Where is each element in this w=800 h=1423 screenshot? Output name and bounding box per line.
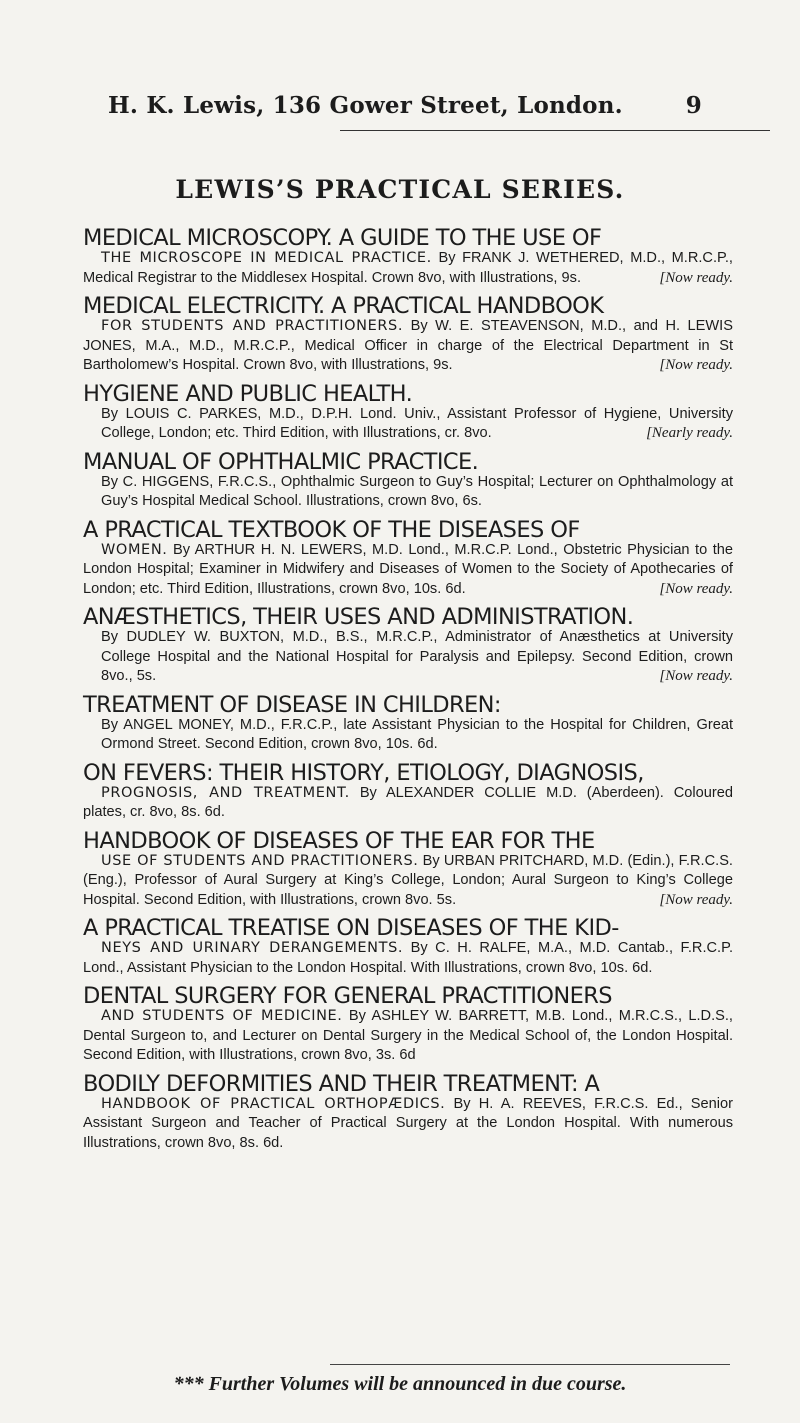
book-subtitle: AND STUDENTS OF MEDICINE.	[101, 1008, 343, 1024]
book-details: By DUDLEY W. BUXTON, M.D., B.S., M.R.C.P., Administrator of Anæsthetics at University College Hospital and the National Hospital for Paralysis and Epilepsy. Second Edition, crown 8vo., 5s.	[101, 629, 733, 684]
book-details: By FRANK J. WETHERED, M.D., M.R.C.P., Medical Registrar to the Middlesex Hospital. Crown 8vo, with Illustrations, 9s.	[83, 250, 733, 286]
book-subtitle: THE MICROSCOPE IN MEDICAL PRACTICE.	[101, 250, 432, 266]
book-title: A PRACTICAL TREATISE ON DISEASES OF THE KID-	[83, 915, 619, 941]
book-description	[83, 784, 733, 823]
book-entry	[83, 759, 733, 823]
book-entry	[83, 380, 733, 444]
header-rule	[340, 130, 770, 131]
book-description	[83, 405, 733, 444]
book-details: By ARTHUR H. N. LEWERS, M.D. Lond., M.R.C.P. Lond., Obstetric Physician to the London Hospital; Examiner in Midwifery and Diseases of Women to the Society of Apothecaries of London; etc. Third Edition, Illustrations, crown 8vo, 10s. 6d.	[83, 541, 733, 597]
book-title: HANDBOOK OF DISEASES OF THE EAR FOR THE	[83, 827, 595, 854]
book-title: MANUAL OF OPHTHALMIC PRACTICE.	[83, 448, 479, 475]
book-entry	[83, 295, 733, 376]
book-title: MEDICAL ELECTRICITY. A PRACTICAL HANDBOOK	[83, 293, 604, 319]
book-details: By W. E. STEAVENSON, M.D., and H. LEWIS JONES, M.A., M.D., M.R.C.P., Medical Officer in charge of the Electrical Department in St Bartholomew’s Hospital. Crown 8vo, with Illustrations, 9s.	[83, 318, 733, 373]
book-entry	[83, 516, 733, 600]
book-entry	[83, 448, 733, 512]
book-details: By C. H. RALFE, M.A., M.D. Cantab., F.R.C.P. Lond., Assistant Physician to the London Hospital. With Illustrations, crown 8vo, 10s. 6d.	[83, 940, 733, 976]
book-entry	[83, 227, 733, 288]
book-title: BODILY DEFORMITIES AND THEIR TREATMENT: A	[83, 1070, 600, 1097]
availability-status: [Now ready.	[659, 269, 733, 286]
book-title: ON FEVERS: THEIR HISTORY, ETIOLOGY, DIAGNOSIS,	[83, 759, 644, 786]
book-details: By URBAN PRITCHARD, M.D. (Edin.), F.R.C.S. (Eng.), Professor of Aural Surgery at King’s College, London; Aural Surgeon to King’s College Hospital. Second Edition, with Illustrations, crown 8vo. 5s.	[83, 852, 733, 908]
series-title: LEWIS’S PRACTICAL SERIES.	[175, 175, 625, 204]
book-entry	[83, 827, 733, 911]
availability-status: [Nearly ready.	[646, 425, 733, 441]
book-subtitle: WOMEN.	[101, 541, 168, 558]
book-details: By H. A. REEVES, F.R.C.S. Ed., Senior Assistant Surgeon and Teacher of Practical Surgery at the London Hospital. With numerous Illustrations, crown 8vo, 8s. 6d.	[83, 1095, 733, 1151]
footer-rule	[330, 1364, 730, 1365]
book-title: ANÆSTHETICS, THEIR USES AND ADMINISTRATION.	[83, 604, 634, 630]
availability-status: [Now ready.	[659, 891, 733, 908]
book-details: By LOUIS C. PARKES, M.D., D.P.H. Lond. Univ., Assistant Professor of Hygiene, University College, London; etc. Third Edition, with Illustrations, cr. 8vo.	[101, 405, 733, 441]
book-title: DENTAL SURGERY FOR GENERAL PRACTITIONERS	[83, 983, 612, 1009]
book-subtitle: NEYS AND URINARY DERANGEMENTS.	[101, 940, 404, 956]
book-subtitle: USE OF STUDENTS AND PRACTITIONERS.	[101, 852, 419, 869]
book-title: TREATMENT OF DISEASE IN CHILDREN:	[83, 691, 501, 718]
availability-status: [Now ready.	[659, 668, 733, 684]
book-description	[83, 541, 733, 600]
book-description	[83, 716, 733, 755]
footer-note: *** Further Volumes will be announced in due course.	[173, 1373, 627, 1395]
book-details: By ANGEL MONEY, M.D., F.R.C.P., late Assistant Physician to the Hospital for Children, Great Ormond Street. Second Edition, crown 8vo, 10s. 6d.	[101, 716, 733, 752]
book-entry	[83, 606, 733, 687]
book-subtitle: FOR STUDENTS AND PRACTITIONERS.	[101, 318, 404, 334]
book-entry	[83, 985, 733, 1066]
book-title: MEDICAL MICROSCOPY. A GUIDE TO THE USE OF	[83, 225, 602, 251]
availability-status: [Now ready.	[659, 357, 733, 373]
book-description	[83, 249, 733, 288]
availability-status: [Now ready.	[659, 580, 733, 597]
book-subtitle: PROGNOSIS, AND TREATMENT.	[101, 784, 350, 801]
book-details: By ASHLEY W. BARRETT, M.B. Lond., M.R.C.S., L.D.S., Dental Surgeon to, and Lecturer on Dental Surgery in the Medical School of, the London Hospital. Second Edition, with Illustrations, crown 8vo, 3s. 6d	[83, 1008, 733, 1063]
book-description	[83, 939, 733, 978]
book-description	[83, 317, 733, 376]
book-entry	[83, 917, 733, 978]
book-description	[83, 852, 733, 911]
book-description	[83, 628, 733, 687]
book-description	[83, 1007, 733, 1066]
book-entry	[83, 691, 733, 755]
book-description	[83, 1095, 733, 1154]
book-details: By C. HIGGENS, F.R.C.S., Ophthalmic Surgeon to Guy’s Hospital; Lecturer on Ophthalmology at Guy’s Hospital Medical School. Illustrations, crown 8vo, 6s.	[101, 473, 733, 509]
book-details: By ALEXANDER COLLIE M.D. (Aberdeen). Coloured plates, cr. 8vo, 8s. 6d.	[83, 784, 733, 820]
book-subtitle: HANDBOOK OF PRACTICAL ORTHOPÆDICS.	[101, 1095, 446, 1112]
running-header	[108, 92, 702, 119]
book-title: A PRACTICAL TEXTBOOK OF THE DISEASES OF	[83, 516, 580, 543]
book-description	[83, 473, 733, 512]
book-entry	[83, 1070, 733, 1154]
book-list	[83, 227, 733, 1160]
publisher-line: H. K. Lewis, 136 Gower Street, London.	[108, 92, 623, 119]
book-title: HYGIENE AND PUBLIC HEALTH.	[83, 380, 413, 407]
page-number: 9	[685, 92, 702, 119]
